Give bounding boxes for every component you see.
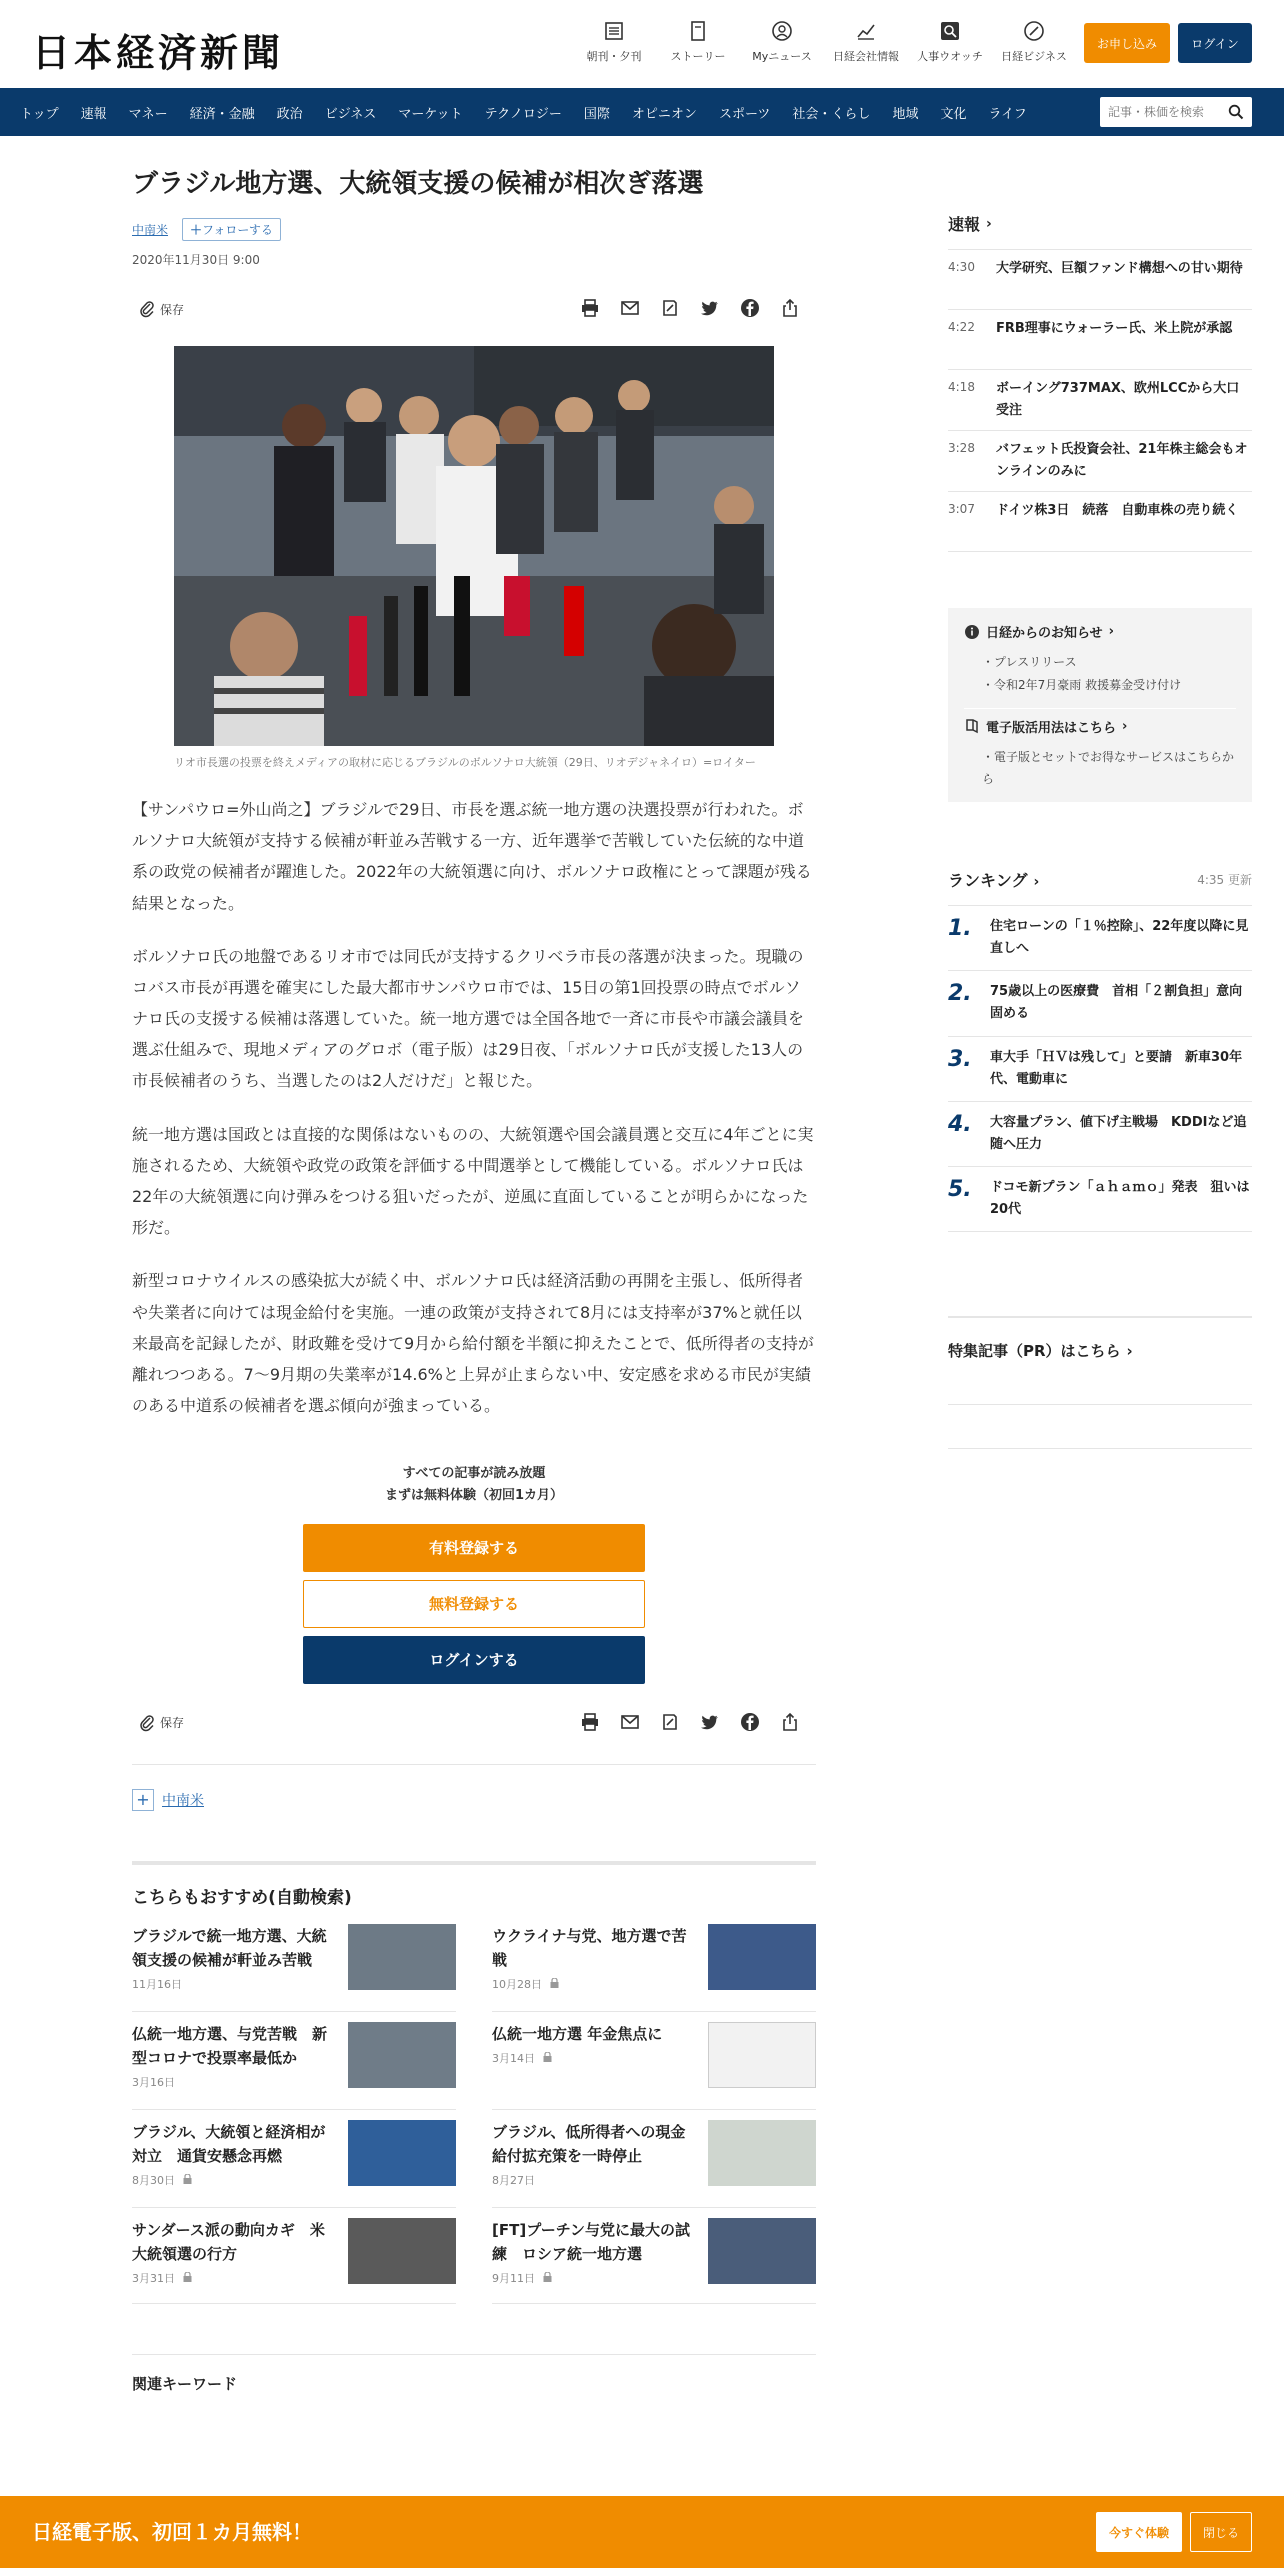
ranking-list [948,905,1252,1232]
recommend-thumbnail[interactable] [348,1924,456,1990]
share-icon[interactable] [770,1712,810,1732]
article-paragraph: 統一地方選は国政とは直接的な関係はないものの、大統領選や国会議員選と交互に4年ごとに実施されるため、大統領や政党の政策を評価する中間選挙として機能している。ボルソナロ氏は22年の大統領選に向け弾みをつける狙いだったが、逆風に直面していることが明らかになった形だ。 [132,1124,814,1238]
flash-item[interactable] [948,370,1252,431]
search-icon[interactable] [1228,104,1244,120]
search-person-icon [939,20,961,42]
nav-item[interactable]: マーケット [398,106,463,122]
save-button[interactable] [138,300,184,318]
save-button[interactable] [138,1714,184,1732]
pr-divider [948,1405,1252,1449]
search-box[interactable] [1100,97,1252,127]
topic-link[interactable]: 中南米 [162,1792,204,1809]
book-icon [964,718,980,734]
recommend-date: 9月11日 [492,2271,535,2285]
nav-item[interactable]: テクノロジー [484,106,562,122]
recommend-date-row [132,2172,332,2188]
lock-icon [183,2174,192,2187]
usage-item[interactable]: ・ 電子版とセットでお得なサービスはこちらから [982,746,1236,790]
notice-item[interactable]: ・ 令和2年7月豪雨 救援募金受け付け [982,674,1236,696]
print-icon[interactable] [570,298,610,318]
ranking-title[interactable]: 75歳以上の医療費 首相「２割負担」意向固める [990,984,1243,1022]
nav-item[interactable]: ライフ [988,106,1027,122]
nav-item[interactable]: ビジネス [324,106,377,122]
article-body [132,794,816,1421]
recommend-item[interactable] [492,2012,816,2110]
lock-icon [183,2272,192,2285]
recommend-date: 3月31日 [132,2271,175,2285]
recommend-title[interactable]: ブラジル、大統領と経済相が対立 通貨安懸念再燃 [132,2122,326,2165]
lock-icon [543,2272,552,2285]
plus-icon[interactable]: + [132,1789,154,1811]
article-title: ブラジル地方選、大統領支援の候補が相次ぎ落選 [132,169,704,199]
recommend-thumbnail[interactable] [708,2022,816,2088]
recommend-date-row [492,2050,692,2066]
article-toolbar-bottom [132,1704,816,1744]
notice-heading[interactable] [964,622,1236,641]
note-icon[interactable] [650,298,690,318]
flash-item[interactable] [948,431,1252,492]
header-nav-label: 人事ウオッチ [917,50,983,63]
recommend-item[interactable] [132,2012,456,2110]
nav-item[interactable]: オピニオン [631,106,697,122]
nav-items [20,88,1049,136]
login-button[interactable]: ログイン [1178,23,1252,63]
paid-register-button[interactable]: 有料登録する [303,1524,645,1572]
header-nav [572,20,1076,64]
site-header [0,0,1284,88]
notice-item[interactable]: ・ プレスリリース [982,651,1236,673]
chevron-right-icon: › [1033,874,1040,891]
nav-item[interactable]: スポーツ [718,106,771,122]
flash-title[interactable]: ドイツ株3日 続落 自動車株の売り続く [996,503,1239,519]
facebook-icon[interactable] [730,298,770,318]
nav-item[interactable]: 国際 [583,106,610,122]
header-nav-story[interactable] [656,20,740,64]
ranking-number: 3. [948,1046,972,1072]
share-bar [570,1712,810,1732]
ranking-title[interactable]: 大容量プラン、値下げ主戦場 KDDIなど追随へ圧力 [990,1114,1247,1152]
apply-button[interactable]: お申し込み [1084,23,1170,63]
photo-caption: リオ市長選の投票を終えメディアの取材に応じるブラジルのボルソナロ大統領（29日、リオデジャネイロ）=ロイター [174,756,756,770]
sidebar [948,136,1252,1449]
header-nav-business[interactable] [992,20,1076,64]
recommend-date-row [132,2074,332,2090]
nav-item[interactable]: トップ [20,106,59,122]
chevron-right-icon: › [986,215,992,232]
recommend-title[interactable]: ブラジルで統一地方選、大統領支援の候補が軒並み苦戦 [132,1926,327,1969]
header-nav-label: Myニュース [752,50,812,63]
ranking-title[interactable]: 車大手「ＨＶは残して」と要請 新車30年代、電動車に [990,1049,1243,1087]
flash-item[interactable] [948,310,1252,370]
flash-time: 4:30 [948,260,975,274]
mail-icon[interactable] [610,298,650,318]
person-icon [771,20,793,42]
recommend-text [132,2218,332,2293]
nav-item[interactable]: マネー [128,106,168,122]
nav-item[interactable]: 経済・金融 [189,106,255,122]
ranking-title[interactable]: ドコモ新プラン「ａｈａｍｏ」発表 狙いは20代 [990,1179,1250,1217]
flash-title[interactable]: FRB理事にウォーラー氏、米上院が承認 [996,321,1233,336]
recommend-date-row [492,1976,692,1992]
cta-line-2: まずは無料体験（初回1カ月） [384,1488,564,1504]
login-cta-button[interactable]: ログインする [303,1636,645,1684]
main-nav [0,88,1284,136]
plus-icon: ＋ [190,223,203,238]
flash-title[interactable]: 大学研究、巨額ファンド構想への甘い期待 [996,261,1243,276]
recommend-date-row [492,2172,692,2188]
header-nav-label: ストーリー [670,50,726,63]
recommend-date-row [132,2270,332,2286]
close-banner-button[interactable]: 閉じる [1190,2512,1252,2552]
cta-line-1: すべての記事が読み放題 [402,1466,546,1482]
recommend-thumbnail[interactable] [708,2218,816,2284]
recommend-text [492,2022,692,2099]
recommend-date-row [132,1976,332,1992]
ranking-item[interactable] [948,906,1252,971]
header-nav-newspaper[interactable] [572,20,656,64]
flash-time: 4:22 [948,320,975,334]
article-paragraph: 新型コロナウイルスの感染拡大が続く中、ボルソナロ氏は経済活動の再開を主張し、低所得者や失業者に向けては現金給付を実施。一連の政策が支持されて8月には支持率が37%と就任以来最高を記録したが、財政難を受けて9月から給付額を半額に抑えたことで、低所得者の支持が離れつつある。7～9月期の失業率が14.6%と上昇が止まらない中、安定感を求める市民が実績のある中道系の候補者を選ぶ傾向が強まっている。 [132,1271,814,1416]
header-nav-company[interactable] [824,20,908,64]
nav-item[interactable]: 政治 [276,106,303,122]
recommend-date: 3月16日 [132,2075,175,2089]
recommend-thumbnail[interactable] [348,2022,456,2088]
banner-text: 日経電子版、初回１カ月無料！ [32,2520,312,2544]
pr-heading[interactable] [948,1316,1252,1361]
ranking-title[interactable]: 住宅ローンの「１％控除」、22年度以降に見直しへ [990,919,1249,957]
header-nav-label: 日経ビジネス [1001,50,1067,63]
recommend-item[interactable] [132,1914,456,2012]
usage-heading[interactable] [964,717,1236,736]
recommend-thumbnail[interactable] [348,2120,456,2186]
recommend-date: 8月30日 [132,2173,175,2187]
pr-heading-label: 特集記事（PR）はこちら [948,1342,1121,1361]
header-nav-label: 日経会社情報 [833,50,899,63]
mail-icon[interactable] [610,1712,650,1732]
recommend-item[interactable] [132,2208,456,2304]
nav-item[interactable]: 文化 [940,106,967,122]
ranking-number: 2. [948,981,972,1007]
topic-link[interactable]: 中南米 [132,223,169,238]
recommend-text [132,2120,332,2197]
nav-item[interactable]: 地域 [892,106,919,122]
recommend-title[interactable]: ブラジル、低所得者への現金給付拡充策を一時停止 [492,2122,686,2165]
ranking-updated: 4:35 更新 [1197,873,1252,888]
print-icon[interactable] [570,1712,610,1732]
save-label: 保存 [160,1716,185,1731]
flash-item[interactable] [948,250,1252,310]
recommend-title[interactable]: ウクライナ与党、地方選で苦戦 [492,1926,687,1969]
flash-heading-label: 速報 [948,215,981,234]
ranking-number: 1. [948,916,972,942]
recommend-title[interactable]: サンダース派の動向カギ 米大統領選の行方 [132,2220,325,2263]
note-icon[interactable] [650,1712,690,1732]
follow-label: フォローする [202,223,273,238]
flash-item[interactable] [948,492,1252,552]
recommend-text [492,1924,692,2001]
bottom-banner [0,2496,1284,2568]
flash-time: 3:28 [948,441,975,456]
info-icon [964,624,980,640]
article [132,136,816,2394]
recommend-thumbnail[interactable] [708,2120,816,2186]
header-nav-label: 朝刊・夕刊 [586,50,642,63]
ranking-item[interactable] [948,1102,1252,1167]
flash-heading[interactable] [948,212,1252,235]
article-date: 2020年11月30日 9:00 [132,253,260,268]
recommend-title[interactable]: 仏統一地方選 年金焦点に [492,2024,663,2043]
recommend-thumbnail[interactable] [708,1924,816,1990]
article-tag-row [132,218,816,241]
keywords-heading: 関連キーワード [132,2354,816,2394]
try-now-button[interactable]: 今すぐ体験 [1096,2512,1182,2552]
recommend-text [132,2022,332,2099]
recommend-text [492,2218,692,2293]
recommend-heading: こちらもおすすめ(自動検索) [132,1887,352,1908]
chart-icon [855,20,877,42]
notice-box [948,608,1252,802]
ranking-item[interactable] [948,1037,1252,1102]
recommend-item[interactable] [492,2208,816,2304]
chevron-right-icon: › [1108,624,1114,640]
recommend-date-row [492,2270,692,2286]
nav-item[interactable]: 速報 [80,106,107,122]
recommend-item[interactable] [492,2110,816,2208]
recommend-section [132,1861,816,2304]
nav-item[interactable]: 社会・くらし [792,106,871,122]
search-input[interactable] [1100,97,1220,127]
recommend-date: 3月14日 [492,2051,535,2065]
lock-icon [543,2052,552,2065]
flash-time: 3:07 [948,502,975,517]
chevron-right-icon: › [1122,718,1128,734]
recommend-title[interactable]: [FT]プーチン与党に最大の試練 ロシア統一地方選 [492,2220,690,2263]
compass-icon [1023,20,1045,42]
ranking-heading[interactable] [948,868,1039,891]
recommend-item[interactable] [132,2110,456,2208]
ranking-header [948,868,1252,891]
usage-list [964,746,1236,790]
article-paragraph: 【サンパウロ=外山尚之】ブラジルで29日、市長を選ぶ統一地方選の決選投票が行われた。ボルソナロ大統領が支持する候補が軒並み苦戦する一方、近年選挙で苦戦していた伝統的な中道系の政党の候補者が躍進した。2022年の大統領選に向け、ボルソナロ政権にとって課題が残る結果となった。 [132,799,812,913]
usage-heading-label: 電子版活用法はこちら [986,720,1117,736]
ranking-item[interactable] [948,1167,1252,1232]
pr-divider [948,1361,1252,1405]
twitter-icon[interactable] [690,298,730,318]
recommend-date: 11月16日 [132,1977,182,1991]
recommend-title[interactable]: 仏統一地方選、与党苦戦 新型コロナで投票率最低か [132,2024,328,2067]
article-toolbar-top [132,290,816,330]
flash-title[interactable]: ボーイング737MAX、欧州LCCから大口受注 [996,381,1240,419]
share-bar [570,298,810,318]
notice-list [964,651,1236,695]
flash-title[interactable]: バフェット氏投資会社、21年株主総会もオンラインのみに [996,442,1248,480]
ranking-heading-label: ランキング [948,871,1028,891]
flash-time: 4:18 [948,380,975,394]
newspaper-icon [603,20,625,42]
recommend-date: 8月27日 [492,2173,535,2187]
header-nav-jinji[interactable] [908,20,992,64]
lock-icon [550,1978,559,1991]
share-icon[interactable] [770,298,810,318]
recommend-text [132,1924,332,2001]
ranking-number: 5. [948,1176,972,1202]
recommend-thumbnail[interactable] [348,2218,456,2284]
paperclip-icon [138,1714,156,1732]
chevron-right-icon: › [1126,1342,1133,1361]
recommend-item[interactable] [492,1914,816,2012]
site-logo[interactable]: 日本経済新聞 [32,30,285,75]
notice-heading-label: 日経からのお知らせ [986,626,1103,642]
photo-illustration [174,346,774,746]
recommend-date: 10月28日 [492,1977,542,1991]
article-paragraph: ボルソナロ氏の地盤であるリオ市では同氏が支持するクリベラ市長の落選が決まった。現職のコバス市長が再選を確実にした最大都市サンパウロ市では、15日の第1回投票の時点でボルソナロ氏の支援する候補は落選していた。統一地方選では全国各地で一斉に市長や市議会議員を選ぶ仕組みで、現地メディアのグロボ（電子版）は29日夜、「ボルソナロ氏が支援した13人の市長候補者のうち、当選したのは2人だけだ」と報じた。 [132,946,805,1091]
free-register-button[interactable]: 無料登録する [303,1580,645,1628]
recommend-grid [132,1914,816,2304]
facebook-icon[interactable] [730,1712,770,1732]
twitter-icon[interactable] [690,1712,730,1732]
follow-button[interactable] [182,218,281,241]
article-photo [174,346,774,746]
save-label: 保存 [160,302,185,317]
paperclip-icon [138,300,156,318]
flash-list [948,249,1252,552]
subscribe-cta [132,1463,816,1683]
recommend-text [492,2120,692,2197]
header-nav-mynews[interactable] [740,20,824,64]
ranking-item[interactable] [948,971,1252,1036]
story-icon [687,20,709,42]
ranking-number: 4. [948,1111,972,1137]
topic-follow-row [132,1764,816,1811]
